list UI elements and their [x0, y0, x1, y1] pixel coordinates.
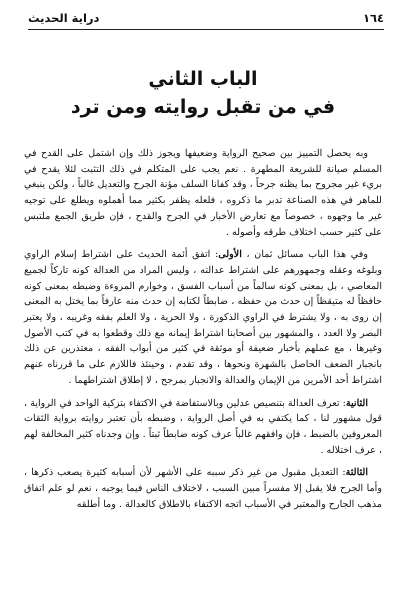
running-title: دراية الحديث: [28, 11, 100, 25]
chapter-title: في من تقبل روايته ومن ترد: [70, 96, 336, 118]
running-header: [28, 10, 384, 26]
paragraph-intro: [24, 146, 382, 240]
paragraph-text: : اتفق أئمة الحديث على اشتراط إسلام الراوي وبلوغه وعقله وجمهورهم على اشتراط عدالته ، وليس المراد من العدالة كونه تاركاً لجميع المعاصي ، بل بمعنى كونه سالماً من أسباب الفسق ، وخوارم المروءة وضبطه بمعنى كونه حافظاً له متيقظاً إن حدث من حفظه ، ضابطاً لكتابه إن حدث منه عارفاً بما يختل به المعنى إن روى به ، ولا يشترط في الراوي الذكورة ، ولا الحرية ، ولا العلم بفقه وغريبه ، ولا يعتبر البصر ولا العدد ، والمشهور بين أصحابنا اشتراط إيمانه مع ذلك وقطعوا به في كتب الأصول وغيرها ، مع عملهم بأخبار ضعيفة أو موثقة في كثير من أبواب الفقه ، معتذرين عن ذلك بانجبار الضعف الحاصل بالشهرة ونحوها ، وقد تقدم ، وحينئذ فاللازم على ما قررناه عنهم اشتراط أحد الأمرين من الإيمان والعدالة والانجبار بمرجح ، لا إطلاق اشتراطهما .: [24, 249, 382, 386]
paragraph-question-2: [24, 396, 382, 459]
paragraph-question-3: [24, 465, 382, 512]
chapter-label: الباب الثاني: [148, 68, 258, 90]
body-text: [24, 146, 382, 519]
paragraph-question-1: [24, 247, 382, 388]
paragraph-lead: وفي هذا الباب مسائل ثمان ،: [246, 249, 368, 261]
question-label: الأولى: [218, 249, 242, 261]
question-label: الثالثة: [345, 467, 368, 479]
question-label: الثانية: [345, 397, 368, 409]
paragraph-text: : تعرف العدالة بتنصيص عدلين وبالاستفاضة في الاكتفاء بتزكية الواحد في الرواية ، قول مشهور لنا ، كما يكتفي به في أصل الرواية ، وضبطه بأن تعتبر روايته برواية الثقات المعروفين بالضبط ، فإن وافقهم غالباً عرف كونه ضابطاً ثبتاً . وإن وجدناه كثير المخالفة لهم ، عرف اختلاله .: [24, 397, 382, 456]
paragraph-text: وبه يحصل التمييز بين صحيح الرواية وضعيفها ويجوز ذلك وإن اشتمل على القدح في المسلم صيانة للشريعة المطهرة . نعم يجب على المتكلم في ذلك التثبت لئلا يقدح في بريء غير مجروح بما يظنه جرحاً ، وقد كفانا السلف مؤنة الجرح والتعديل غالباً ، ولكن ينبغي للماهر في هذه الصناعة تدبر ما ذكروه ، فلعله يظفر بكثير مما أهملوه ويطلع على توجيه غير ما وجهوه ، خصوصاً مع تعارض الأخبار في الجرح والقدح ، فإن طريق الجمع ملتبس على كثير حسب اختلاف طرقه وأصوله .: [24, 148, 382, 238]
header-divider: [28, 29, 384, 30]
paragraph-text: : التعديل مقبول من غير ذكر سببه على الأشهر لأن أسبابه كثيرة يصعب ذكرها ، وأما الجرح فلا يقبل إلا مفسراً مبين السبب ، لاختلاف الناس فيما يوجبه ، نعم لو علم اتفاق مذهب الجارح والمعتبر في الأسباب اتجه الاكتفاء بالاطلاق كالعدالة . وما أطلقه: [24, 467, 382, 510]
page-number: ١٦٤: [362, 11, 384, 25]
